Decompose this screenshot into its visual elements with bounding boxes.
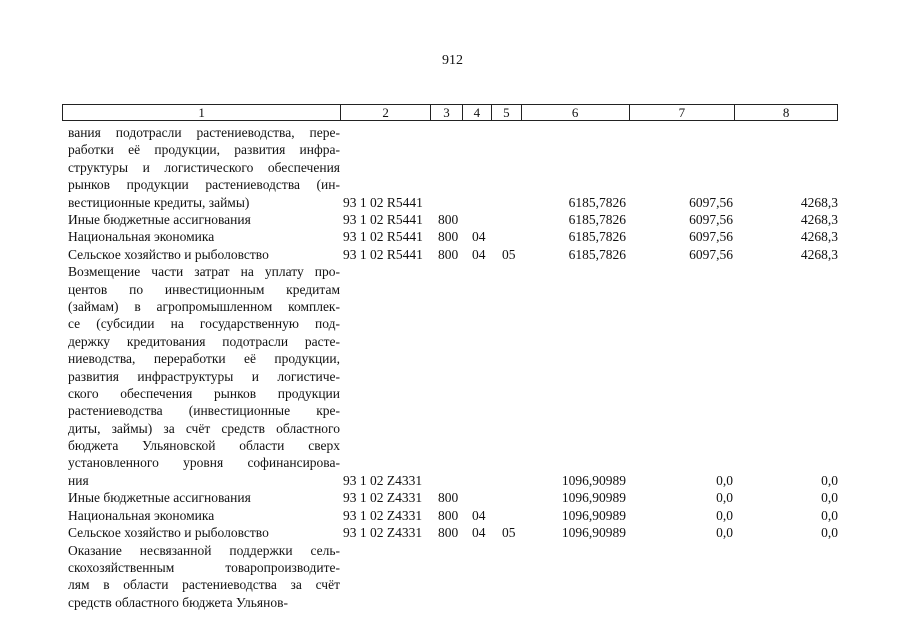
description-line: лям в области растениеводства за счёт (68, 577, 340, 593)
row-description (68, 124, 340, 211)
cell-value-8: 4268,3 (800, 229, 838, 245)
cell-value-6: 6185,7826 (568, 212, 626, 227)
row-description (68, 263, 340, 489)
header-col-1: 1 (63, 105, 341, 120)
cell-code: 93 1 02 R5441 (343, 212, 423, 227)
description-line: Сельское хозяйство и рыболовство (68, 246, 269, 262)
cell-value-8: 0,0 (821, 472, 838, 488)
table-row (0, 228, 905, 245)
cell-vr: 800 (438, 246, 459, 262)
description-line: работки её продукции, развития инфра- (68, 142, 340, 158)
table-row (0, 211, 905, 228)
cell-value-7: 6097,56 (689, 194, 733, 210)
description-line: Иные бюджетные ассигнования (68, 212, 251, 227)
cell-value-8: 4268,3 (800, 212, 838, 227)
page-number: 912 (442, 53, 463, 68)
description-line: (займам) в агропромышленном комплек- (68, 298, 340, 314)
cell-vr: 800 (438, 525, 459, 541)
description-line: вания подотрасли растениеводства, пере- (68, 125, 340, 140)
cell-value-8: 4268,3 (800, 194, 838, 210)
cell-pr: 05 (502, 525, 516, 541)
cell-rz: 04 (472, 525, 486, 541)
cell-code: 93 1 02 Z4331 (343, 490, 423, 506)
description-line: растениеводства (инвестиционные кре- (68, 403, 340, 419)
header-col-3: 3 (431, 105, 463, 120)
header-col-8: 8 (782, 105, 790, 120)
description-line: установленного уровня софинансирова- (68, 455, 340, 471)
description-line: держку кредитования подотрасли расте- (68, 333, 340, 349)
description-line: вестиционные кредиты, займы) (68, 194, 250, 210)
cell-pr: 05 (502, 246, 516, 262)
table-row (0, 507, 905, 524)
cell-code: 93 1 02 R5441 (343, 246, 423, 262)
cell-rz: 04 (472, 246, 486, 262)
cell-value-7: 6097,56 (689, 212, 733, 227)
cell-code: 93 1 02 Z4331 (343, 507, 423, 523)
cell-vr: 800 (438, 212, 459, 227)
description-line: Национальная экономика (68, 229, 215, 245)
description-line: ского обеспечения рынков продукции (68, 385, 340, 401)
table-row (0, 124, 905, 211)
description-line: скохозяйственным товаропроизводите- (68, 559, 340, 575)
cell-value-6: 1096,90989 (561, 525, 626, 541)
header-col-2: 2 (341, 105, 431, 120)
cell-value-8: 0,0 (821, 507, 838, 523)
description-line: центов по инвестиционным кредитам (68, 281, 340, 297)
table-row (0, 524, 905, 541)
cell-value-8: 4268,3 (800, 246, 838, 262)
cell-code: 93 1 02 Z4331 (343, 525, 423, 541)
cell-value-6: 6185,7826 (568, 229, 626, 245)
table-header (62, 104, 838, 121)
header-col-6: 6 (522, 105, 630, 120)
row-description (68, 507, 340, 524)
header-col-4: 4 (463, 105, 492, 120)
cell-vr: 800 (438, 507, 459, 523)
cell-vr: 800 (438, 490, 459, 506)
cell-value-6: 6185,7826 (568, 194, 626, 210)
cell-value-6: 1096,90989 (561, 472, 626, 488)
cell-value-7: 6097,56 (689, 229, 733, 245)
cell-rz: 04 (472, 507, 486, 523)
row-description (68, 524, 340, 541)
table-row (0, 246, 905, 263)
cell-value-7: 0,0 (716, 490, 733, 506)
description-line: Сельское хозяйство и рыболовство (68, 525, 269, 541)
description-line: Национальная экономика (68, 507, 215, 523)
table-row (0, 263, 905, 489)
description-line: рынков продукции растениеводства (ин- (68, 177, 340, 193)
description-line: ния (68, 472, 89, 488)
row-description (68, 542, 340, 612)
cell-value-8: 0,0 (821, 525, 838, 541)
header-col-5: 5 (492, 105, 522, 120)
table-row (0, 542, 905, 612)
description-line: ниеводства, переработки её продукции, (68, 351, 340, 367)
cell-value-6: 6185,7826 (568, 246, 626, 262)
description-line: Иные бюджетные ассигнования (68, 490, 251, 506)
row-description (68, 211, 340, 228)
row-description (68, 228, 340, 245)
description-line: средств областного бюджета Ульянов- (68, 594, 288, 610)
description-line: бюджета Ульяновской области сверх (68, 438, 340, 454)
cell-code: 93 1 02 R5441 (343, 229, 423, 245)
description-line: Оказание несвязанной поддержки сель- (68, 542, 340, 558)
header-col-7: 7 (630, 105, 736, 120)
cell-value-7: 0,0 (716, 507, 733, 523)
description-line: развития инфраструктуры и логистиче- (68, 368, 340, 384)
table-row (0, 489, 905, 506)
cell-value-7: 6097,56 (689, 246, 733, 262)
row-description (68, 489, 340, 506)
description-line: диты, займы) за счёт средств областного (68, 420, 340, 436)
cell-rz: 04 (472, 229, 486, 245)
description-line: се (субсидии на государственную под- (68, 316, 340, 332)
cell-value-7: 0,0 (716, 472, 733, 488)
description-line: Возмещение части затрат на уплату про- (68, 264, 340, 280)
cell-code: 93 1 02 Z4331 (343, 472, 423, 488)
cell-vr: 800 (438, 229, 459, 245)
cell-value-6: 1096,90989 (561, 490, 626, 506)
cell-code: 93 1 02 R5441 (343, 194, 423, 210)
row-description (68, 246, 340, 263)
cell-value-7: 0,0 (716, 525, 733, 541)
cell-value-8: 0,0 (821, 490, 838, 506)
cell-value-6: 1096,90989 (561, 507, 626, 523)
description-line: структуры и логистического обеспечения (68, 159, 340, 175)
